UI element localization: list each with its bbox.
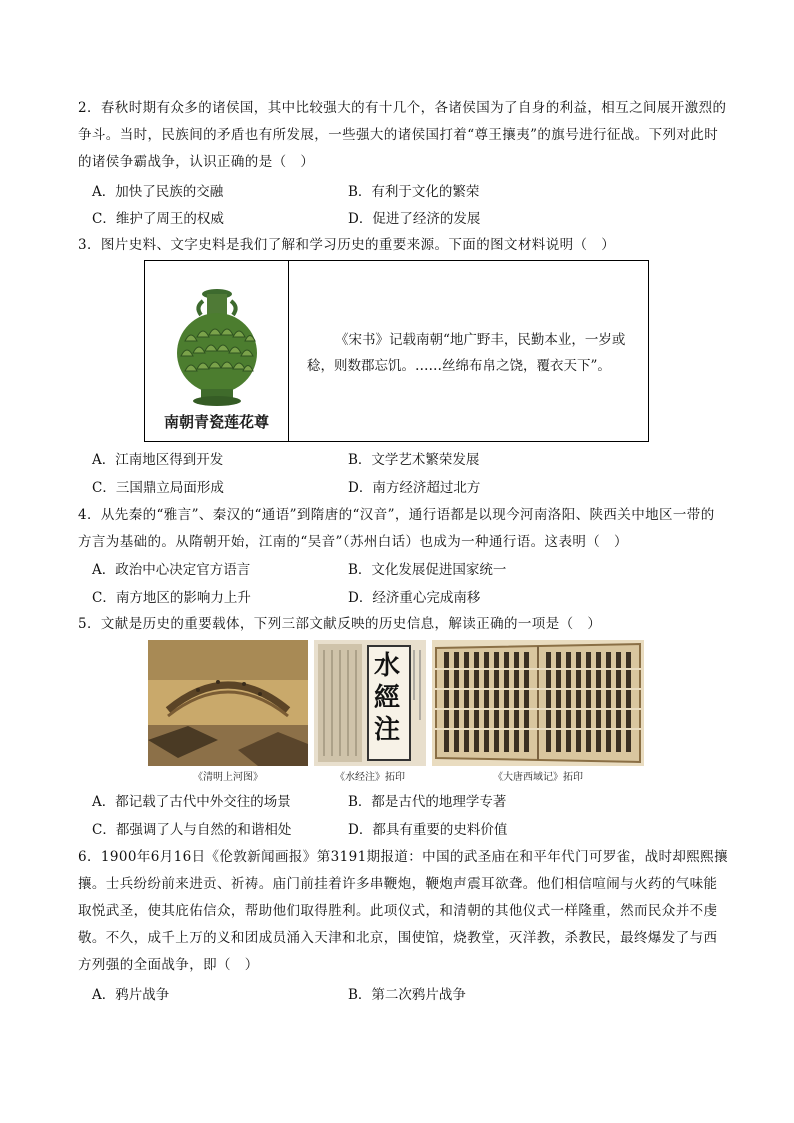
q2-option-b: B．有利于文化的繁荣 <box>348 184 480 200</box>
q3-option-c: C．三国鼎立局面形成 <box>92 480 224 496</box>
q5-option-d: D．都具有重要的史料价值 <box>348 822 508 838</box>
q6-option-a: A．鸦片战争 <box>92 987 170 1003</box>
question-4-stem: 4．从先秦的“雅言”、秦汉的“通语”到隋唐的“汉音”，通行语都是以现今河南洛阳、陕西关中地区一带的方言为基础的。从隋朝开始，江南的“吴音”（苏州白话）也成为一种通行语。这表明（ ） <box>78 507 715 550</box>
q2-option-c: C．维护了周王的权威 <box>92 211 224 227</box>
q4-option-d: D．经济重心完成南移 <box>348 590 481 606</box>
q2-option-d: D．促进了经济的发展 <box>348 211 481 227</box>
q5-option-c: C．都强调了人与自然的和谐相处 <box>92 822 292 838</box>
q5-option-b: B．都是古代的地理学专著 <box>348 794 507 810</box>
q4-option-c: C．南方地区的影响力上升 <box>92 590 251 606</box>
q3-option-a: A．江南地区得到开发 <box>92 452 224 468</box>
q3-quote-text: 《宋书》记载南朝“地广野丰，民勤本业，一岁或稔，则数郡忘饥。……丝绵布帛之饶，覆衣天下”。 <box>307 332 626 374</box>
question-5-stem: 5．文献是历史的重要载体，下列三部文献反映的历史信息，解读正确的一项是（ ） <box>78 616 602 632</box>
q5-caption-shuijingzhu: 《水经注》拓印 <box>335 772 405 783</box>
shuijingzhu-book-image <box>314 640 426 766</box>
question-6-stem: 6．1900年6月16日《伦敦新闻画报》第3191期报道：中国的武圣庙在和平年代门可罗雀，战时却熙熙攘攘。士兵纷纷前来进贡、祈祷。庙门前挂着许多串鞭炮，鞭炮声震耳欲聋。他们相信喧闹与火药的气味能取悦武圣，使其庇佑信众，帮助他们取得胜利。此项仪式，和清朝的其他仪式一样隆重，然而民众并不虔敬。不久，成千上万的义和团成员涌入天津和北京，围使馆，烧教堂，灭洋教，杀教民，最终爆发了与西方列强的全面战争，即（ ） <box>78 849 728 973</box>
q3-option-d: D．南方经济超过北方 <box>348 480 481 496</box>
celadon-lotus-vase-image <box>145 261 288 411</box>
question-3-stem: 3．图片史料、文字史料是我们了解和学习历史的重要来源。下面的图文材料说明（ ） <box>78 237 616 253</box>
q4-option-a: A．政治中心决定官方语言 <box>92 562 251 578</box>
datang-xiyuji-book-image <box>432 640 644 766</box>
q4-option-b: B．文化发展促进国家统一 <box>348 562 507 578</box>
shuijingzhu-title: 水經注 <box>373 651 400 745</box>
q6-option-b: B．第二次鸦片战争 <box>348 987 466 1003</box>
q5-option-a: A．都记载了古代中外交往的场景 <box>92 794 291 810</box>
q5-caption-qingming: 《清明上河图》 <box>193 772 263 783</box>
q3-option-b: B．文学艺术繁荣发展 <box>348 452 480 468</box>
qingming-scroll-image <box>148 640 308 766</box>
q3-image-cell <box>145 261 289 441</box>
q3-image-caption: 南朝青瓷莲花尊 <box>163 413 269 431</box>
q2-option-a: A．加快了民族的交融 <box>92 184 224 200</box>
question-2-stem: 2．春秋时期有众多的诸侯国，其中比较强大的有十几个，各诸侯国为了自身的利益，相互之间展开激烈的争斗。当时，民族间的矛盾也有所发展，一些强大的诸侯国打着“尊王攘夷”的旗号进行征战。下列对此时的诸侯争霸战争，认识正确的是（ ） <box>78 100 727 170</box>
q5-caption-datang: 《大唐西域记》拓印 <box>493 772 583 783</box>
q3-material-table <box>144 260 649 442</box>
